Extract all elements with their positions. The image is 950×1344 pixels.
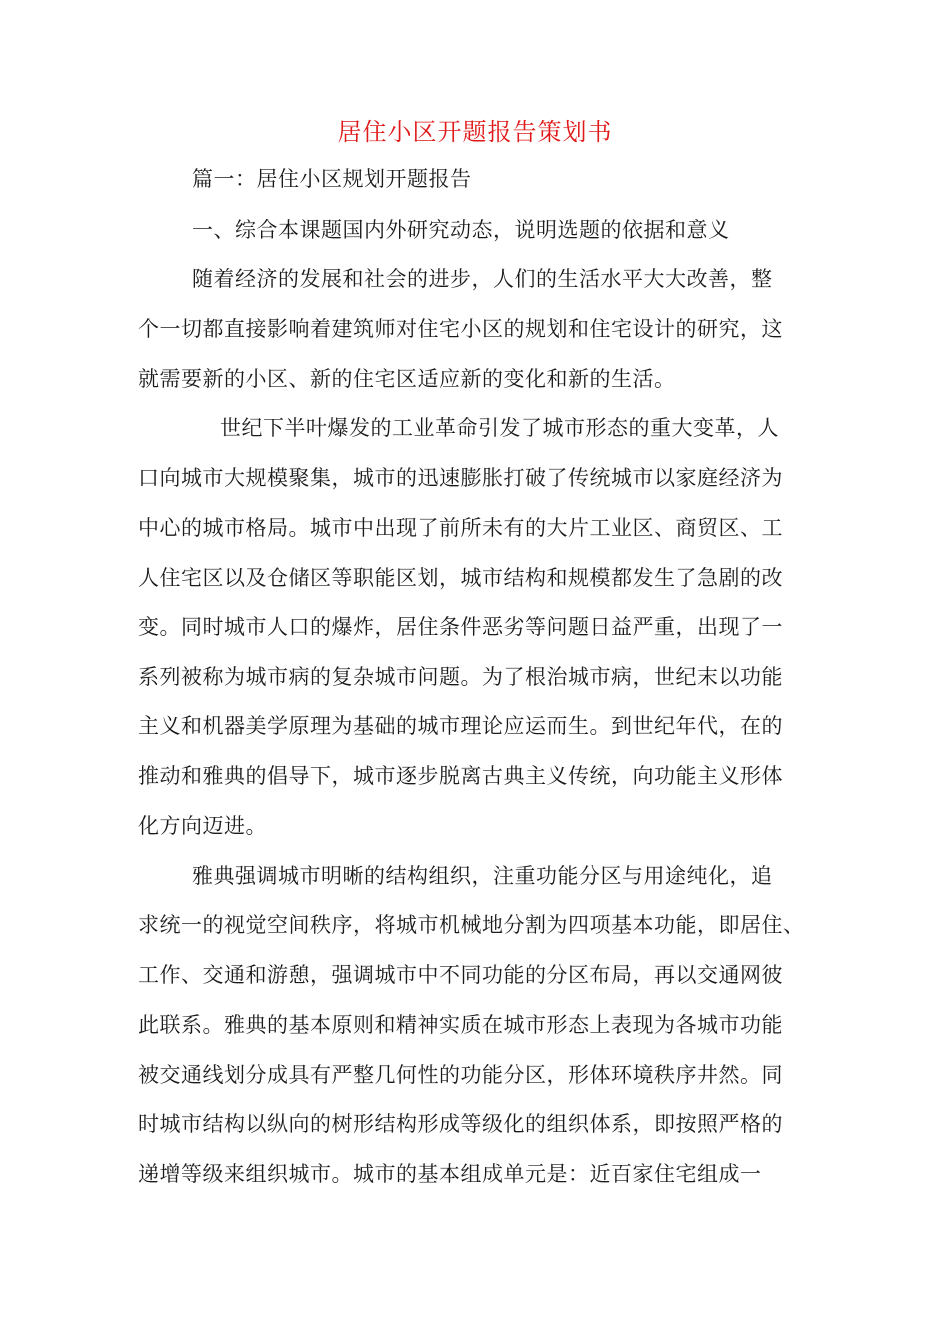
paragraph-line: 变。同时城市人口的爆炸，居住条件恶劣等问题日益严重，出现了一 — [138, 615, 783, 639]
subheading: 一、综合本课题国内外研究动态，说明选题的依据和意义 — [192, 218, 730, 242]
paragraph-line: 工作、交通和游憩，强调城市中不同功能的分区布局，再以交通网彼 — [138, 963, 783, 987]
paragraph-line: 主义和机器美学原理为基础的城市理论应运而生。到世纪年代，在的 — [138, 714, 783, 738]
paragraph-line: 时城市结构以纵向的树形结构形成等级化的组织体系，即按照严格的 — [138, 1112, 783, 1136]
paragraph-line: 被交通线划分成具有严整几何性的功能分区，形体环境秩序井然。同 — [138, 1063, 783, 1087]
paragraph-line: 随着经济的发展和社会的进步，人们的生活水平大大改善，整 — [192, 267, 773, 291]
section-heading: 篇一：居住小区规划开题报告 — [192, 167, 472, 191]
paragraph-line: 世纪下半叶爆发的工业革命引发了城市形态的重大变革，人 — [220, 416, 779, 440]
paragraph-line: 化方向迈进。 — [138, 814, 267, 838]
paragraph-line: 个一切都直接影响着建筑师对住宅小区的规划和住宅设计的研究，这 — [138, 317, 783, 341]
paragraph-line: 推动和雅典的倡导下，城市逐步脱离古典主义传统，向功能主义形体 — [138, 764, 783, 788]
paragraph-line: 递增等级来组织城市。城市的基本组成单元是：近百家住宅组成一 — [138, 1162, 762, 1186]
paragraph-line: 就需要新的小区、新的住宅区适应新的变化和新的生活。 — [138, 367, 676, 391]
paragraph-line: 中心的城市格局。城市中出现了前所未有的大片工业区、商贸区、工 — [138, 516, 783, 540]
paragraph-line: 口向城市大规模聚集，城市的迅速膨胀打破了传统城市以家庭经济为 — [138, 466, 783, 490]
paragraph-line: 雅典强调城市明晰的结构组织，注重功能分区与用途纯化，追 — [192, 864, 773, 888]
paragraph-line: 此联系。雅典的基本原则和精神实质在城市形态上表现为各城市功能 — [138, 1013, 783, 1037]
paragraph-line: 系列被称为城市病的复杂城市问题。为了根治城市病，世纪末以功能 — [138, 665, 783, 689]
paragraph-line: 求统一的视觉空间秩序，将城市机械地分割为四项基本功能，即居住、 — [138, 913, 805, 937]
paragraph-line: 人住宅区以及仓储区等职能区划，城市结构和规模都发生了急剧的改 — [138, 566, 783, 590]
document-title: 居住小区开题报告策划书 — [337, 118, 613, 146]
